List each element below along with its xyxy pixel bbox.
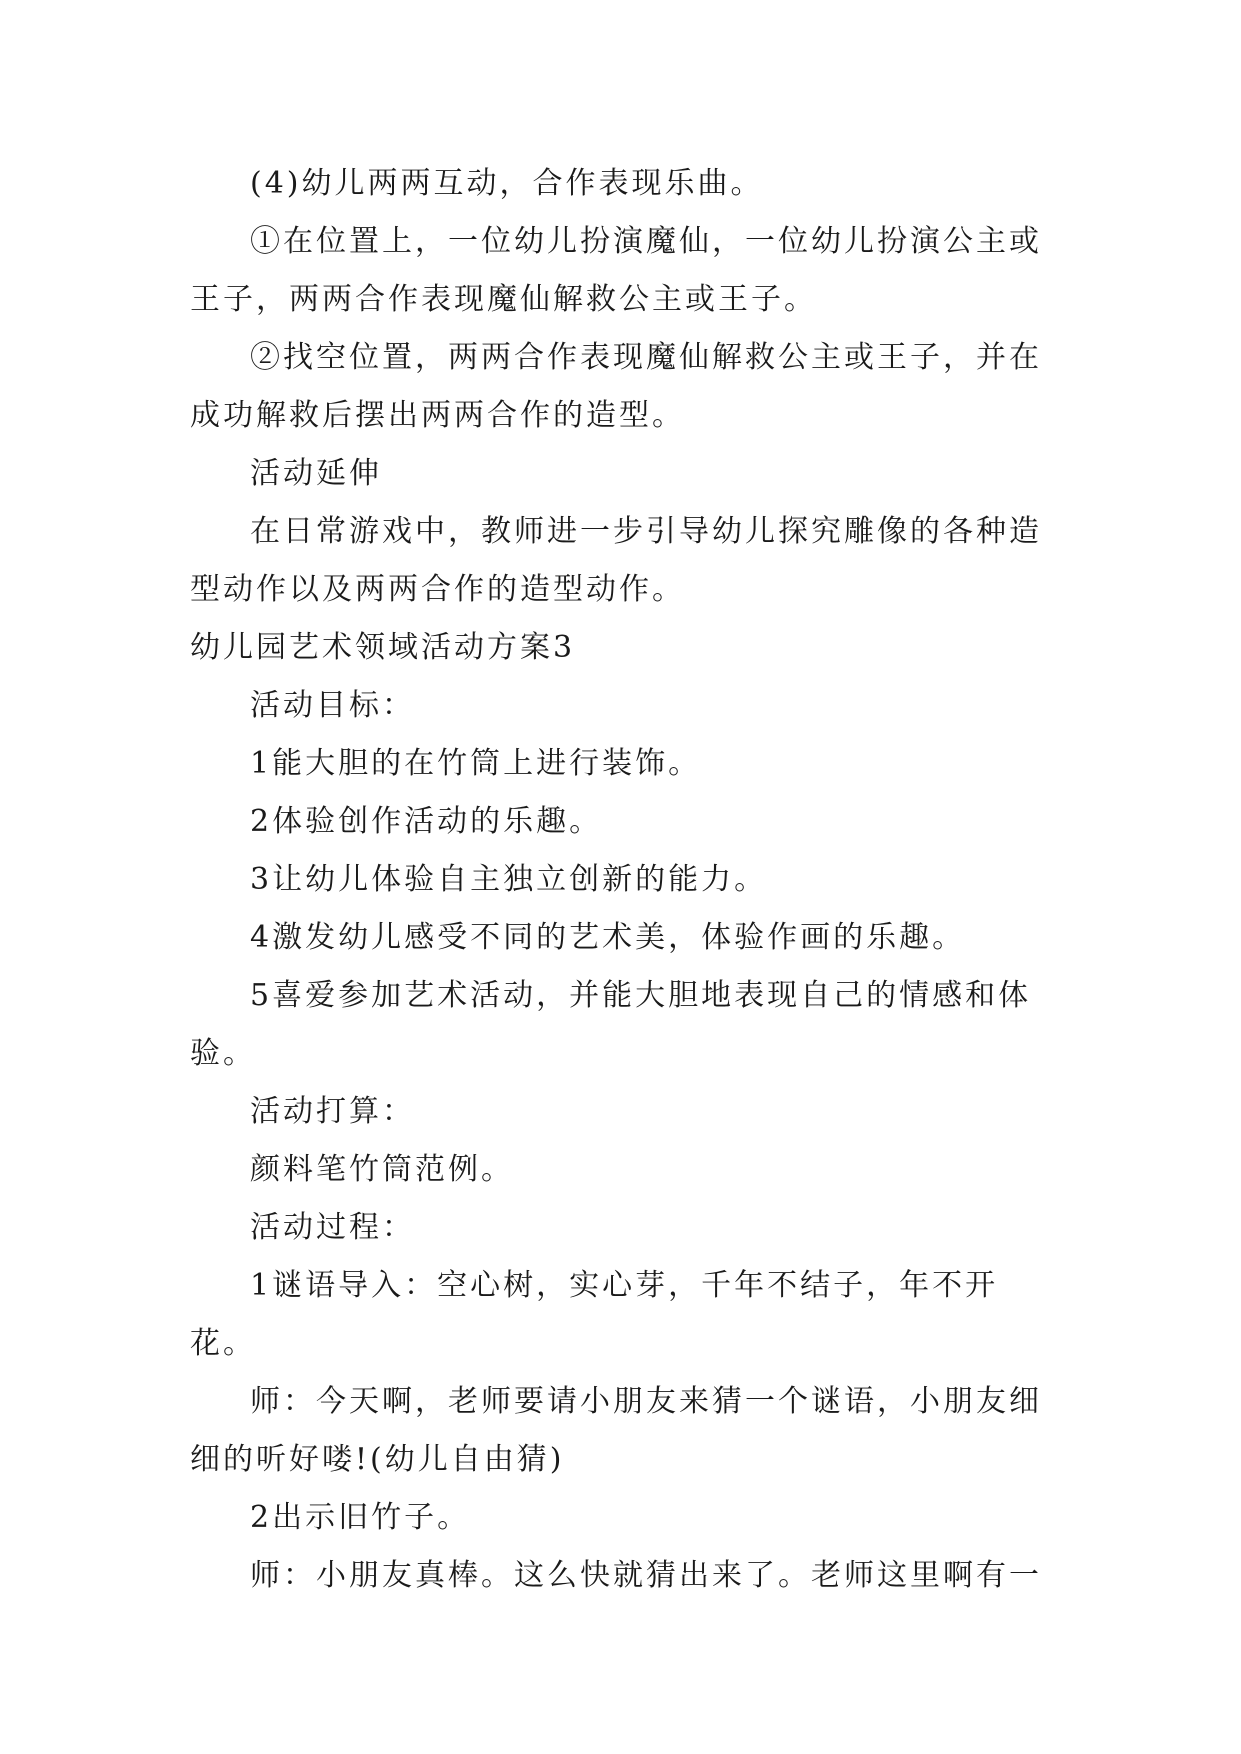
paragraph-process-2: 2出示旧竹子。 <box>250 1500 471 1535</box>
paragraph-goal-1: 1能大胆的在竹筒上进行装饰。 <box>250 746 702 781</box>
paragraph-process-1: 1谜语导入：空心树，实心芽，千年不结子，年不开花。 <box>190 1268 999 1361</box>
paragraph-step-4: (4)幼儿两两互动，合作表现乐曲。 <box>250 166 764 201</box>
paragraph-goal-5: 5喜爱参加艺术活动，并能大胆地表现自己的情感和体验。 <box>190 978 1032 1071</box>
paragraph-goal-2: 2体验创作活动的乐趣。 <box>250 804 603 839</box>
paragraph-goal-4: 4激发幼儿感受不同的艺术美，体验作画的乐趣。 <box>250 920 966 955</box>
paragraph-teacher-2: 师：小朋友真棒。这么快就猜出来了。老师这里啊有一 <box>250 1558 1042 1593</box>
paragraph-teacher-1: 师：今天啊，老师要请小朋友来猜一个谜语，小朋友细细的听好喽!(幼儿自由猜) <box>190 1384 1042 1477</box>
paragraph-plan-materials: 颜料笔竹筒范例。 <box>250 1152 514 1187</box>
paragraph-goals-title: 活动目标： <box>250 688 415 723</box>
paragraph-step-4-2: ②找空位置，两两合作表现魔仙解救公主或王子，并在成功解救后摆出两两合作的造型。 <box>190 340 1042 433</box>
paragraph-plan-title: 活动打算： <box>250 1094 415 1129</box>
paragraph-process-title: 活动过程： <box>250 1210 415 1245</box>
section-heading: 幼儿园艺术领域活动方案3 <box>190 630 576 665</box>
paragraph-extension-title: 活动延伸 <box>250 456 382 491</box>
paragraph-step-4-1: ①在位置上，一位幼儿扮演魔仙，一位幼儿扮演公主或王子，两两合作表现魔仙解救公主或王子。 <box>190 224 1042 317</box>
paragraph-goal-3: 3让幼儿体验自主独立创新的能力。 <box>250 862 768 897</box>
document-body <box>190 155 1060 1605</box>
paragraph-extension-body: 在日常游戏中，教师进一步引导幼儿探究雕像的各种造型动作以及两两合作的造型动作。 <box>190 514 1042 607</box>
